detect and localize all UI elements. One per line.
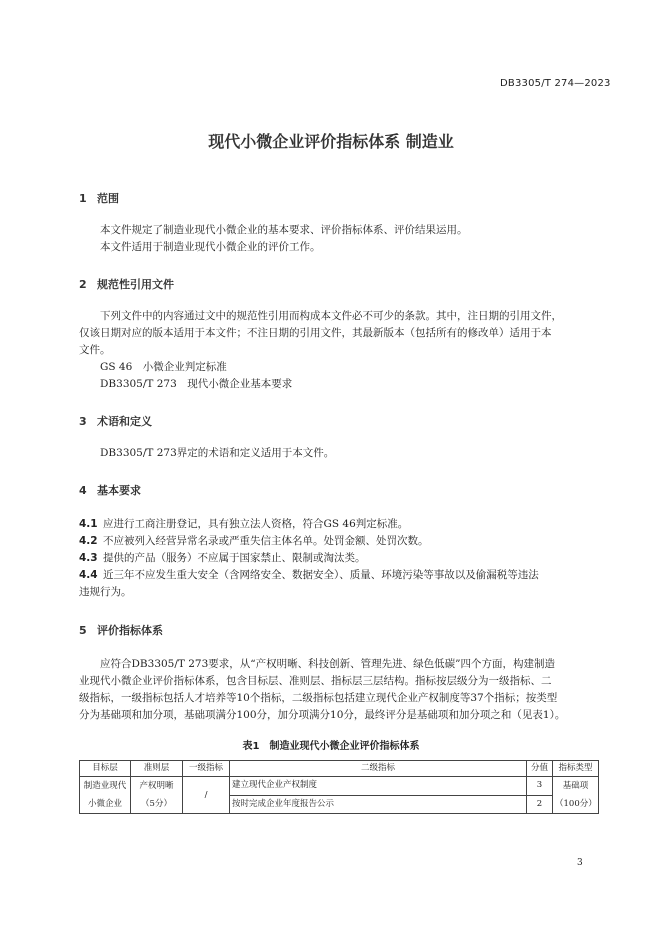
- section-4-heading: [79, 482, 141, 498]
- clause-text: 提供的产品（服务）不应属于国家禁止、限制或淘汰类。: [103, 552, 366, 564]
- header-cell: 二级指标: [230, 761, 527, 777]
- criterion-score: （5分）: [141, 799, 172, 809]
- clause-text: 近三年不应发生重大安全（含网络安全、数据安全）、质量、环境污染等事故以及偷漏税等违法: [103, 569, 539, 581]
- header-cell: 一级指标: [183, 761, 230, 777]
- paragraph: 本文件适用于制造业现代小微企业的评价工作。: [100, 241, 321, 253]
- section-1-heading: [79, 190, 119, 206]
- clause-4-4: [79, 567, 539, 582]
- clause-text-continued: 违规行为。: [79, 586, 132, 598]
- section-number: 1: [79, 192, 87, 205]
- type-cell: [553, 777, 599, 814]
- paragraph-line: 下列文件中的内容通过文中的规范性引用而构成本文件必不可少的条款。其中，注日期的引用文件，: [100, 310, 562, 322]
- paragraph-line: 业现代小微企业评价指标体系，包含目标层、准则层、指标层三层结构。指标按层级分为一级指标、二: [79, 675, 552, 687]
- paragraph-line: 应符合DB3305/T 273要求，从“产权明晰、科技创新、管理先进、绿色低碳”四个方面，构建制造: [100, 658, 556, 670]
- normative-reference: DB3305/T 273 现代小微企业基本要求: [100, 378, 293, 390]
- paragraph-line: 分为基础项和加分项，基础项满分100分，加分项满分10分，最终评分是基础项和加分项之和（见表1）。: [79, 709, 566, 721]
- clause-number: 4.4: [79, 569, 98, 581]
- section-5-heading: [79, 622, 163, 638]
- indicator-table: [79, 760, 599, 814]
- section-title: 基本要求: [97, 484, 141, 497]
- paragraph: 本文件规定了制造业现代小微企业的基本要求、评价指标体系、评价结果运用。: [100, 224, 468, 236]
- clause-text: 不应被列入经营异常名录或严重失信主体名单。处罚金额、处罚次数。: [103, 535, 429, 547]
- section-number: 3: [79, 415, 87, 428]
- section-2-heading: [79, 276, 174, 292]
- level2-cell: 建立现代企业产权制度: [230, 777, 527, 796]
- normative-reference: GS 46 小微企业判定标准: [100, 361, 227, 373]
- section-title: 评价指标体系: [97, 624, 163, 637]
- section-3-heading: [79, 413, 152, 429]
- clause-4-2: [79, 533, 429, 548]
- header-cell: 准则层: [131, 761, 183, 777]
- clause-number: 4.3: [79, 552, 98, 564]
- criterion-cell: [131, 777, 183, 814]
- section-number: 5: [79, 624, 87, 637]
- clause-text: 应进行工商注册登记，具有独立法人资格，符合GS 46判定标准。: [103, 518, 409, 530]
- level2-cell: 按时完成企业年度报告公示: [230, 795, 527, 814]
- header-cell: 指标类型: [553, 761, 599, 777]
- doc-code: DB3305/T 274—2023: [500, 78, 611, 89]
- section-number: 2: [79, 278, 87, 291]
- target-layer-cell: 制造业现代小微企业: [80, 777, 131, 814]
- clause-4-3: [79, 550, 366, 565]
- clause-number: 4.2: [79, 535, 98, 547]
- clause-number: 4.1: [79, 518, 98, 530]
- section-title: 规范性引用文件: [97, 278, 174, 291]
- paragraph: DB3305/T 273界定的术语和定义适用于本文件。: [100, 447, 335, 459]
- header-cell: 目标层: [80, 761, 131, 777]
- paragraph-line: 仅该日期对应的版本适用于本文件；不注日期的引用文件，其最新版本（包括所有的修改单）适用于本: [79, 327, 552, 339]
- table-caption: 表1 制造业现代小微企业评价指标体系: [242, 741, 420, 752]
- section-title: 范围: [97, 192, 119, 205]
- header-cell: 分值: [527, 761, 553, 777]
- table-row: [80, 777, 599, 796]
- score-cell: 3: [527, 777, 553, 796]
- table-header-row: [80, 761, 599, 777]
- clause-4-1: [79, 516, 408, 531]
- type-score: （100分）: [555, 799, 597, 809]
- page-title: 现代小微企业评价指标体系 制造业: [208, 132, 454, 151]
- level1-cell: /: [183, 777, 230, 814]
- section-title: 术语和定义: [97, 415, 152, 428]
- score-cell: 2: [527, 795, 553, 814]
- page-number: 3: [577, 858, 583, 868]
- type-name: 基础项: [562, 781, 589, 791]
- paragraph-line: 文件。: [79, 344, 111, 356]
- section-number: 4: [79, 484, 87, 497]
- criterion-name: 产权明晰: [139, 781, 174, 791]
- paragraph-line: 级指标，一级指标包括人才培养等10个指标，二级指标包括建立现代企业产权制度等37个指标；按类型: [79, 692, 558, 704]
